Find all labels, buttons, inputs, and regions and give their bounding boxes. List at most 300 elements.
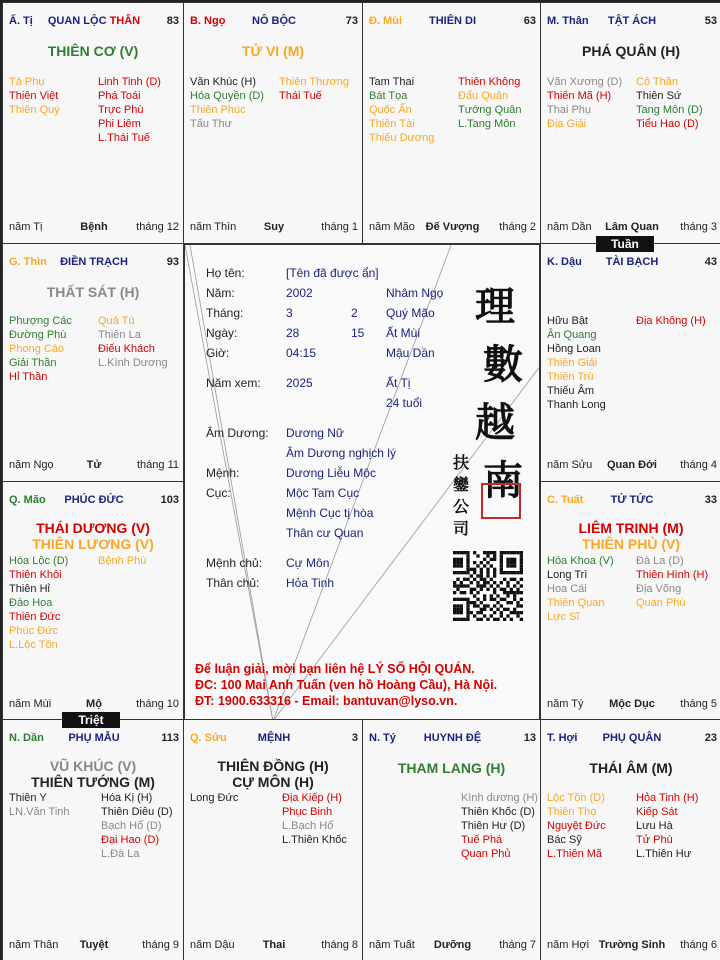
stage-label: Trường Sinh [598,939,666,951]
palace-dan[interactable] [2,719,184,960]
star-item: L.Đà La [101,848,140,860]
left-stars [9,314,72,384]
main-star: TỬ VI (M) [241,43,305,59]
branch-label: N. Tý [369,732,396,744]
info-value: Cự Môn [286,556,330,570]
info-label: Tháng: [206,306,244,320]
star-item: Phong Cáo [9,343,65,355]
side-calligraphy-char: 鑾 [453,475,470,494]
star-item: Đại Hao (D) [101,834,160,846]
palace-number: 13 [523,732,536,744]
palace-thin[interactable] [2,243,184,482]
info-value: [Tên đã được ẩn] [286,266,379,280]
side-calligraphy-char: 司 [453,519,470,538]
palace-header [190,732,358,746]
star-item: Thiếu Dương [369,132,435,144]
branch-label: N. Dần [9,732,44,744]
star-item: Thái Tuế [279,90,322,102]
star-item: Thiếu Âm [547,385,595,397]
palace-footer [547,221,717,235]
stage-label: Mộ [86,698,102,710]
left-stars [190,75,264,131]
star-item: Thiên Tài [369,118,415,130]
star-item: Hỉ Thần [9,371,48,383]
palace-footer [9,939,179,953]
palace-name-text: NÔ BỘC [252,15,296,27]
left-stars [547,314,606,412]
palace-footer [9,221,179,235]
info-label: Năm xem: [206,376,261,390]
star-item: Thiên Thương [279,76,350,88]
red-seal [481,483,521,519]
star-item: Long Trì [547,569,588,581]
calligraphy-char: 數 [483,341,523,388]
palace-suu[interactable] [183,719,363,960]
palace-name-text: PHÚC ĐỨC [64,494,124,506]
stage-label: Bệnh [80,221,108,233]
palace-footer [369,939,536,953]
info-value: 2025 [286,376,313,390]
star-item: Thiên Y [9,792,47,804]
palace-name [9,256,179,268]
palace-number: 3 [351,732,358,744]
main-star: THIÊN ĐỒNG (H) [217,758,329,774]
palace-name [369,732,536,744]
branch-label: K. Dậu [547,256,582,268]
info-value-canchi: Nhâm Ngọ [386,286,444,300]
star-item: LN.Văn Tinh [9,806,70,818]
star-item: Tử Phù [636,834,673,846]
star-item: Thiên Sứ [636,90,682,102]
qr-code [453,551,523,621]
palace-footer [9,698,179,712]
stage-label: Tử [86,459,102,471]
star-item: Thiên La [98,329,141,341]
stage-label: Đế Vượng [425,221,480,233]
month-label: tháng 12 [136,221,179,233]
star-item: Giải Thần [9,357,57,369]
star-item: L.Bạch Hổ [282,820,334,832]
right-stars [636,791,698,861]
star-item: Long Đức [190,792,239,804]
star-item: Hữu Bật [547,315,588,327]
star-item: Thiên Trù [547,371,594,383]
birth-info [206,263,456,603]
star-item: Thiên Diêu (D) [101,806,173,818]
star-item: L.Lộc Tồn [9,639,58,651]
palace-number: 103 [160,494,179,506]
star-item: Tả Phụ [9,76,45,88]
star-item: Quan Phủ [461,848,511,860]
right-stars [636,75,703,131]
month-label: tháng 7 [499,939,536,951]
palace-header [9,256,179,270]
palace-number: 43 [704,256,717,268]
contact-block [195,661,535,709]
info-label: Năm: [206,286,235,300]
palace-name-text: TẬT ÁCH [607,15,657,27]
palace-than[interactable] [540,2,720,244]
stage-label: Quan Đới [607,459,657,471]
year-label: năm Sửu [547,459,593,471]
star-item: L.Thiên Khốc [282,834,347,846]
star-item: Tam Thai [369,76,415,88]
left-stars [547,791,606,861]
info-value-canchi: Ất Mùi [386,326,421,340]
month-label: tháng 10 [136,698,179,710]
star-item: Tấu Thư [190,118,233,130]
star-item: Thiên Thọ [547,806,597,818]
info-label: Họ tên: [206,266,245,280]
branch-label: Ấ. Tị [9,15,33,27]
left-stars [369,75,434,145]
palace-footer [547,939,717,953]
main-star: THÁI ÂM (M) [589,760,673,776]
palace-tuat[interactable] [540,481,720,721]
main-star: THÁI DƯƠNG (V) [36,520,150,536]
palace-name-text: PHỤ MẪU [68,732,120,744]
star-item: Hóa Khoa (V) [547,555,614,567]
star-item: Thiên Khôi [9,569,62,581]
star-item: Hóa Lộc (D) [9,555,69,567]
calligraphy-char: 南 [483,457,523,504]
center-info-panel [184,244,540,720]
right-stars [636,554,708,610]
star-item: Địa Giải [547,118,587,130]
palace-name-text: TỬ TỨC [610,494,654,506]
info-value-canchi: 24 tuổi [386,396,423,410]
main-star: THIÊN PHỦ (V) [582,536,680,552]
year-label: năm Dậu [190,939,235,951]
star-item: Lộc Tồn (D) [547,792,605,804]
left-stars [9,75,60,117]
calligraphy-char: 越 [475,399,515,446]
info-value: 28 [286,326,300,340]
star-item: Thiên Quan [547,597,605,609]
info-value: Mệnh Cục tị hòa [286,506,374,520]
star-item: Tướng Quân [458,104,522,116]
main-star: THẤT SÁT (H) [46,284,140,300]
year-label: năm Mùi [9,698,52,710]
month-label: tháng 8 [321,939,358,951]
right-stars [636,314,706,328]
branch-label: T. Hợi [547,732,578,744]
stage-label: Thai [262,939,286,951]
star-item: Thiên Quý [9,104,60,116]
stage-label: Dưỡng [433,939,472,951]
palace-mao[interactable] [2,481,184,721]
star-item: Trực Phù [98,104,144,116]
star-item: Điếu Khách [98,343,155,355]
palace-ti[interactable] [362,719,541,960]
year-label: năm Dần [547,221,592,233]
star-item: Hóa Quyền (D) [190,90,264,102]
info-value-canchi: Quý Mão [386,306,435,320]
left-stars [547,554,614,624]
star-item: Kình dương (H) [461,792,538,804]
contact-line: ĐC: 100 Mai Anh Tuấn (ven hồ Hoàng Cầu), Hà Nội. [195,678,498,692]
star-item: Phục Binh [282,806,333,818]
triet-tag: Triệt [62,712,120,728]
palace-name-text: MỆNH [257,732,291,744]
star-item: Lưu Hà [636,820,673,832]
right-stars [98,554,146,568]
info-value: Dương Nữ [286,426,344,440]
star-item: Thiên Hình (H) [636,569,709,581]
palace-name-text: HUYNH ĐỆ [423,732,482,744]
palace-footer [369,221,536,235]
star-item: Thiên Phúc [190,104,246,116]
palace-name [547,15,717,27]
palace-header [547,494,717,508]
info-value: Dương Liễu Mộc [286,466,376,480]
star-item: Phúc Đức [9,625,58,637]
star-item: Thiên Hỉ [9,583,50,595]
palace-number: 83 [166,15,179,27]
info-label: Âm Dương: [206,426,269,440]
star-item: Cô Thần [636,76,678,88]
palace-name-text: TÀI BẠCH [605,256,659,268]
info-label: Thân chủ: [206,576,260,590]
palace-number: 93 [166,256,179,268]
info-value: Âm Dương nghịch lý [286,446,396,460]
year-label: năm Mão [369,221,415,233]
palace-name [190,15,358,27]
star-item: Thiên Đức [9,611,61,623]
qr-pattern [453,551,523,621]
info-value: Thân cư Quan [286,526,364,540]
star-item: Đẩu Quân [458,90,509,102]
year-label: năm Thìn [190,221,237,233]
star-item: Phá Toái [98,90,141,102]
palace-footer [9,459,179,473]
star-item: Nguyệt Đức [547,820,606,832]
palace-header [547,256,717,270]
palace-header [369,15,536,29]
side-calligraphy-char: 扶 [453,453,470,472]
star-item: Thiên Mã (H) [547,90,612,102]
star-item: L.Tang Môn [458,118,516,130]
stage-label: Lâm Quan [605,221,659,233]
palace-number: 33 [704,494,717,506]
left-stars [9,554,68,652]
star-item: Quả Tú [98,315,135,327]
tuan-tag: Tuần [596,236,654,252]
year-label: năm Tuất [369,939,415,951]
palace-header [190,15,358,29]
month-label: tháng 5 [680,698,717,710]
stage-label: Suy [263,221,285,233]
star-item: Thiên Giải [547,357,598,369]
palace-name [369,15,536,27]
right-stars [98,314,168,370]
star-item: Thai Phụ [547,104,592,116]
palace-name [547,494,717,506]
star-item: Thiên Hư (D) [461,820,526,832]
star-item: L.Thái Tuế [98,132,150,144]
star-item: Văn Khúc (H) [190,76,257,88]
star-item: Đường Phù [9,329,67,341]
main-star: PHÁ QUÂN (H) [582,43,680,59]
right-stars [458,75,522,131]
palace-name-text: ĐIỀN TRẠCH [60,256,128,268]
palace-footer [190,221,358,235]
info-value: 3 [286,306,293,320]
palace-name [9,15,179,27]
info-label: Cục: [206,486,231,500]
info-value-lunar: 2 [351,306,358,320]
palace-name-text: QUAN LỘC [47,15,107,27]
month-label: tháng 1 [321,221,358,233]
branch-label: B. Ngọ [190,15,226,27]
palace-extra: THÂN [109,15,141,27]
right-stars [101,791,173,861]
year-label: năm Ngọ [9,459,54,471]
star-item: Linh Tinh (D) [98,76,161,88]
palace-name [9,494,179,506]
info-label: Giờ: [206,346,230,360]
palace-header [9,494,179,508]
month-label: tháng 2 [499,221,536,233]
star-item: Bạch Hổ (D) [101,820,162,832]
palace-name-text: PHỤ QUÂN [602,732,662,744]
palace-footer [547,459,717,473]
left-stars [190,791,238,805]
branch-label: M. Thân [547,15,589,27]
palace-number: 53 [704,15,717,27]
right-stars [98,75,161,145]
main-star: THIÊN CƠ (V) [47,43,139,59]
year-label: năm Tị [9,221,43,233]
main-star: VŨ KHÚC (V) [49,758,137,774]
star-item: Đà La (D) [636,555,684,567]
info-value-canchi: Mậu Dần [386,346,435,360]
palace-header [9,732,179,746]
star-item: Bệnh Phù [98,555,147,567]
star-item: Văn Xương (D) [547,76,623,88]
star-item: Hóa Kị (H) [101,792,153,804]
star-item: Ân Quang [547,329,597,341]
star-item: Thiên Không [458,76,521,88]
month-label: tháng 9 [142,939,179,951]
branch-label: G. Thìn [9,256,47,268]
star-item: Lực Sĩ [547,611,580,623]
month-label: tháng 11 [136,459,179,471]
branch-label: Đ. Mùi [369,15,402,27]
main-star: THIÊN TƯỚNG (M) [31,774,155,790]
left-stars [9,791,70,819]
palace-hoi[interactable] [540,719,720,960]
year-label: năm Tý [547,698,584,710]
palace-name-text: THIÊN DI [428,15,477,27]
info-value-canchi: Ất Tị [386,376,411,390]
info-label: Ngày: [206,326,238,340]
palace-number: 73 [345,15,358,27]
star-item: Thanh Long [547,399,606,411]
star-item: Địa Võng [636,583,682,595]
star-item: L.Thiên Mã [547,848,603,860]
palace-ngo[interactable] [183,2,363,244]
palace-mui[interactable] [362,2,541,244]
branch-label: C. Tuất [547,494,584,506]
info-value: 04:15 [286,346,317,360]
branch-label: Q. Mão [9,494,46,506]
palace-header [369,732,536,746]
palace-dau[interactable] [540,243,720,482]
palace-name [547,256,717,268]
star-item: Phi Liêm [98,118,141,130]
main-star: THIÊN LƯƠNG (V) [32,536,154,552]
star-item: Địa Không (H) [636,315,706,327]
branch-label: Q. Sửu [190,732,227,744]
star-item: Tiểu Hao (D) [636,118,699,130]
right-stars [282,791,347,847]
palace-name [547,732,717,744]
star-item: Hỏa Tinh (H) [636,792,699,804]
side-calligraphy-char: 公 [453,497,470,516]
palace-number: 63 [523,15,536,27]
month-label: tháng 3 [680,221,717,233]
palace-name [190,732,358,744]
star-item: L.Thiên Hư [636,848,692,860]
star-item: Thiên Khốc (D) [461,806,535,818]
info-value: 2002 [286,286,313,300]
star-item: Tang Môn (D) [636,104,703,116]
star-item: Bát Tọa [369,90,408,102]
star-item: Hoa Cái [547,583,587,595]
right-stars [279,75,349,103]
palace-header [9,15,179,29]
star-item: L.Kình Dương [98,357,168,369]
main-star: LIÊM TRINH (M) [578,520,684,536]
palace-footer [190,939,358,953]
star-item: Địa Kiếp (H) [282,792,342,804]
palace-ty[interactable] [2,2,184,244]
palace-footer [547,698,717,712]
palace-number: 113 [161,732,179,744]
stage-label: Mộc Dục [609,698,655,710]
palace-name [9,732,179,744]
star-item: Đào Hoa [9,597,53,609]
left-stars [547,75,622,131]
star-item: Thiên Việt [9,90,59,102]
main-star: THAM LANG (H) [397,760,506,776]
star-item: Phượng Các [9,315,72,327]
stage-label: Tuyệt [79,939,109,951]
star-item: Hồng Loan [547,343,601,355]
info-value: Mộc Tam Cục [286,486,360,500]
contact-line: Để luận giải, mời bạn liên hệ LÝ SỐ HỘI QUÁN. [195,662,475,676]
info-label: Mệnh chủ: [206,556,263,570]
info-label: Mệnh: [206,466,240,480]
calligraphy-char: 理 [475,283,515,330]
info-value: Hỏa Tinh [286,576,335,590]
year-label: năm Thân [9,939,59,951]
palace-header [547,15,717,29]
palace-number: 23 [704,732,717,744]
star-item: Tuế Phá [461,834,503,846]
star-item: Quốc Ấn [369,104,412,116]
star-item: Kiếp Sát [636,806,678,818]
contact-line: ĐT: 1900.633316 - Email: bantuvan@lyso.vn. [195,694,458,708]
main-star: CỰ MÔN (H) [232,774,314,790]
right-stars [461,791,538,861]
month-label: tháng 4 [680,459,717,471]
info-value-lunar: 15 [351,326,365,340]
star-item: Bác Sỹ [547,834,582,846]
year-label: năm Hợi [547,939,590,951]
star-item: Quan Phù [636,597,686,609]
